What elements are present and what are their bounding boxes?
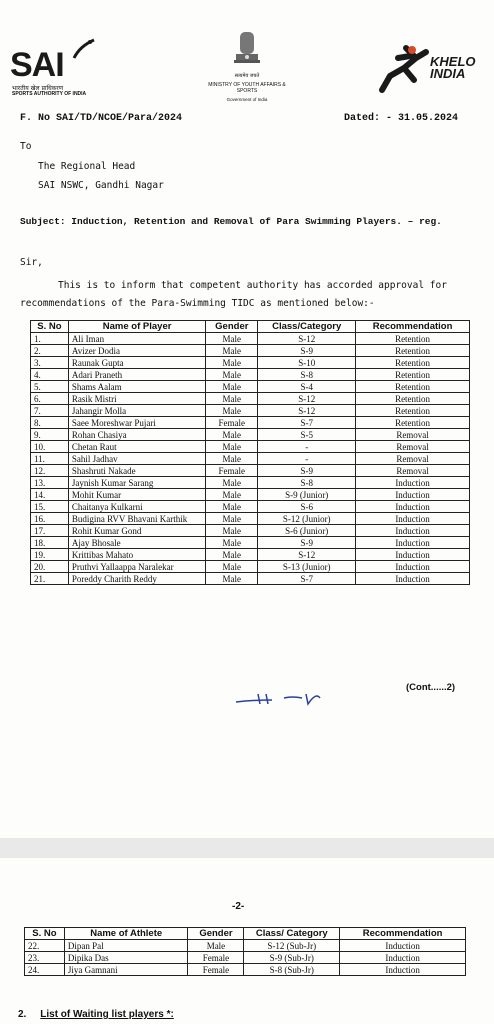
table-row	[31, 465, 470, 477]
gender-cell: Male	[188, 940, 244, 952]
table-row	[25, 964, 466, 976]
gender-cell: Male	[206, 549, 258, 561]
class-cell: S-9	[258, 465, 356, 477]
name-cell: Shams Aalam	[68, 381, 205, 393]
recommendation-cell: Retention	[356, 417, 470, 429]
serial-cell: 14.	[31, 489, 69, 501]
waiting-list-title: List of Waiting list players *:	[40, 1009, 174, 1020]
players-table-body	[31, 333, 470, 585]
serial-cell: 2.	[31, 345, 69, 357]
table-row	[31, 549, 470, 561]
table-header-row	[25, 928, 466, 940]
gender-cell: Male	[206, 393, 258, 405]
serial-cell: 16.	[31, 513, 69, 525]
serial-cell: 23.	[25, 952, 65, 964]
name-cell: Dipika Das	[64, 952, 188, 964]
serial-cell: 4.	[31, 369, 69, 381]
table-row	[31, 333, 470, 345]
table-row	[31, 393, 470, 405]
khelo-runner-icon	[376, 44, 430, 94]
serial-cell: 3.	[31, 357, 69, 369]
recommendation-cell: Retention	[356, 357, 470, 369]
serial-cell: 8.	[31, 417, 69, 429]
recommendation-cell: Removal	[356, 453, 470, 465]
name-cell: Poreddy Charith Reddy	[68, 573, 205, 585]
name-cell: Ajay Bhosale	[68, 537, 205, 549]
sai-wordmark: SAI	[10, 46, 64, 84]
class-cell: S-9	[258, 345, 356, 357]
column-header: Class/ Category	[244, 928, 340, 940]
gender-cell: Male	[206, 333, 258, 345]
body-line-2: recommendations of the Para-Swimming TIDC as mentioned below:-	[20, 298, 375, 309]
class-cell: S-6 (Junior)	[258, 525, 356, 537]
class-cell: S-8 (Sub-Jr)	[244, 964, 340, 976]
table-row	[31, 573, 470, 585]
recommendation-cell: Induction	[356, 573, 470, 585]
gender-cell: Male	[206, 357, 258, 369]
name-cell: Rasik Mistri	[68, 393, 205, 405]
body-line-1: This is to inform that competent authority has accorded approval for	[58, 280, 447, 291]
column-header: Gender	[188, 928, 244, 940]
column-header: Gender	[206, 321, 258, 333]
page-gap	[0, 838, 494, 858]
class-cell: S-9	[258, 537, 356, 549]
gender-cell: Female	[206, 465, 258, 477]
table-row	[31, 477, 470, 489]
column-header: Class/Category	[258, 321, 356, 333]
sai-hindi-name: भारतीय खेल प्राधिकरण	[12, 85, 64, 92]
file-number: F. No SAI/TD/NCOE/Para/2024	[20, 113, 183, 124]
recommendation-cell: Induction	[340, 952, 466, 964]
column-header: S. No	[25, 928, 65, 940]
gender-cell: Female	[206, 417, 258, 429]
name-cell: Pruthvi Yallaappa Naralekar	[68, 561, 205, 573]
recommendation-cell: Removal	[356, 465, 470, 477]
table-row	[31, 429, 470, 441]
table-row	[25, 940, 466, 952]
name-cell: Jaynish Kumar Sarang	[68, 477, 205, 489]
addressee-line-2: SAI NSWC, Gandhi Nagar	[38, 180, 164, 191]
table-row	[31, 525, 470, 537]
recommendation-cell: Retention	[356, 333, 470, 345]
serial-cell: 1.	[31, 333, 69, 345]
column-header: S. No	[31, 321, 69, 333]
continued-marker: (Cont......2)	[406, 682, 456, 693]
recommendation-cell: Induction	[356, 537, 470, 549]
class-cell: -	[258, 441, 356, 453]
name-cell: Jiya Gamnani	[64, 964, 188, 976]
name-cell: Rohan Chasiya	[68, 429, 205, 441]
serial-cell: 19.	[31, 549, 69, 561]
table-row	[31, 417, 470, 429]
serial-cell: 12.	[31, 465, 69, 477]
recommendation-cell: Retention	[356, 393, 470, 405]
players-table	[30, 320, 470, 585]
name-cell: Adari Praneth	[68, 369, 205, 381]
class-cell: S-8	[258, 477, 356, 489]
name-cell: Chaitanya Kulkarni	[68, 501, 205, 513]
column-header: Recommendation	[356, 321, 470, 333]
class-cell: S-7	[258, 417, 356, 429]
name-cell: Saee Moreshwar Pujari	[68, 417, 205, 429]
class-cell: S-6	[258, 501, 356, 513]
serial-cell: 18.	[31, 537, 69, 549]
serial-cell: 17.	[31, 525, 69, 537]
ministry-name: MINISTRY OF YOUTH AFFAIRS & SPORTS	[208, 82, 286, 94]
gender-cell: Male	[206, 441, 258, 453]
name-cell: Krittibas Mahato	[68, 549, 205, 561]
waiting-table-body	[25, 940, 466, 976]
serial-cell: 15.	[31, 501, 69, 513]
class-cell: S-12 (Junior)	[258, 513, 356, 525]
recommendation-cell: Removal	[356, 429, 470, 441]
gender-cell: Male	[206, 453, 258, 465]
table-header-row	[31, 321, 470, 333]
page-number: -2-	[232, 901, 245, 912]
recommendation-cell: Retention	[356, 405, 470, 417]
gender-cell: Male	[206, 561, 258, 573]
khelo-india-logo	[376, 44, 486, 94]
salutation: Sir,	[20, 257, 43, 268]
name-cell: Raunak Gupta	[68, 357, 205, 369]
recommendation-cell: Induction	[356, 549, 470, 561]
table-row	[31, 453, 470, 465]
serial-cell: 20.	[31, 561, 69, 573]
sai-logo	[10, 38, 100, 98]
name-cell: Jahangir Molla	[68, 405, 205, 417]
table-row	[31, 561, 470, 573]
waiting-list-number: 2.	[18, 1009, 27, 1020]
column-header: Recommendation	[340, 928, 466, 940]
national-emblem-icon	[232, 30, 262, 72]
sai-english-name: SPORTS AUTHORITY OF INDIA	[12, 91, 87, 97]
khelo-line-2: INDIA	[430, 66, 466, 81]
gender-cell: Male	[206, 381, 258, 393]
serial-cell: 5.	[31, 381, 69, 393]
emblem-motto: सत्यमेव जयते	[234, 73, 260, 79]
table-row	[31, 381, 470, 393]
class-cell: S-13 (Junior)	[258, 561, 356, 573]
gender-cell: Male	[206, 477, 258, 489]
recommendation-cell: Retention	[356, 369, 470, 381]
recommendation-cell: Induction	[356, 513, 470, 525]
subject-line: Subject: Induction, Retention and Removal of Para Swimming Players. – reg.	[20, 216, 442, 227]
serial-cell: 6.	[31, 393, 69, 405]
recommendation-cell: Induction	[356, 477, 470, 489]
serial-cell: 24.	[25, 964, 65, 976]
name-cell: Shashruti Nakade	[68, 465, 205, 477]
name-cell: Avizer Dodia	[68, 345, 205, 357]
gender-cell: Male	[206, 489, 258, 501]
gender-cell: Female	[188, 964, 244, 976]
class-cell: S-8	[258, 369, 356, 381]
table-row	[31, 513, 470, 525]
name-cell: Rohit Kumar Gond	[68, 525, 205, 537]
serial-cell: 10.	[31, 441, 69, 453]
addressee-line-1: The Regional Head	[38, 161, 136, 172]
gender-cell: Male	[206, 573, 258, 585]
gender-cell: Male	[206, 345, 258, 357]
gender-cell: Male	[206, 537, 258, 549]
gender-cell: Male	[206, 369, 258, 381]
gender-cell: Male	[206, 501, 258, 513]
class-cell: S-12	[258, 549, 356, 561]
recommendation-cell: Induction	[340, 964, 466, 976]
recommendation-cell: Induction	[356, 525, 470, 537]
class-cell: S-9 (Sub-Jr)	[244, 952, 340, 964]
to-line: To	[20, 141, 32, 152]
column-header: Name of Player	[68, 321, 205, 333]
class-cell: S-12	[258, 333, 356, 345]
serial-cell: 7.	[31, 405, 69, 417]
table-row	[31, 501, 470, 513]
name-cell: Ali Iman	[68, 333, 205, 345]
class-cell: S-10	[258, 357, 356, 369]
class-cell: S-12	[258, 405, 356, 417]
table-row	[31, 537, 470, 549]
name-cell: Mohit Kumar	[68, 489, 205, 501]
serial-cell: 22.	[25, 940, 65, 952]
waiting-list-heading	[18, 1009, 174, 1020]
class-cell: S-12	[258, 393, 356, 405]
column-header: Name of Athlete	[64, 928, 188, 940]
name-cell: Chetan Raut	[68, 441, 205, 453]
class-cell: -	[258, 453, 356, 465]
table-row	[31, 441, 470, 453]
serial-cell: 13.	[31, 477, 69, 489]
khelo-india-text	[430, 56, 476, 80]
class-cell: S-5	[258, 429, 356, 441]
khelo-line-1: KHELO	[430, 54, 476, 69]
table-row	[31, 357, 470, 369]
class-cell: S-4	[258, 381, 356, 393]
gender-cell: Male	[206, 525, 258, 537]
class-cell: S-7	[258, 573, 356, 585]
serial-cell: 9.	[31, 429, 69, 441]
gender-cell: Male	[206, 405, 258, 417]
class-cell: S-12 (Sub-Jr)	[244, 940, 340, 952]
name-cell: Sahil Jadhav	[68, 453, 205, 465]
recommendation-cell: Retention	[356, 381, 470, 393]
waiting-athletes-table	[24, 927, 466, 976]
name-cell: Budigina RVV Bhavani Karthik	[68, 513, 205, 525]
table-row	[25, 952, 466, 964]
serial-cell: 11.	[31, 453, 69, 465]
table-row	[31, 405, 470, 417]
recommendation-cell: Induction	[356, 501, 470, 513]
government-of-india: Government of India	[226, 97, 268, 102]
sai-runner-icon	[70, 38, 96, 60]
gender-cell: Male	[206, 513, 258, 525]
recommendation-cell: Induction	[356, 489, 470, 501]
table-row	[31, 369, 470, 381]
table-row	[31, 489, 470, 501]
recommendation-cell: Induction	[356, 561, 470, 573]
letter-date: Dated: - 31.05.2024	[344, 113, 459, 124]
gender-cell: Male	[206, 429, 258, 441]
name-cell: Dipan Pal	[64, 940, 188, 952]
recommendation-cell: Induction	[340, 940, 466, 952]
signature	[232, 688, 332, 708]
gender-cell: Female	[188, 952, 244, 964]
table-row	[31, 345, 470, 357]
recommendation-cell: Removal	[356, 441, 470, 453]
recommendation-cell: Retention	[356, 345, 470, 357]
class-cell: S-9 (Junior)	[258, 489, 356, 501]
serial-cell: 21.	[31, 573, 69, 585]
